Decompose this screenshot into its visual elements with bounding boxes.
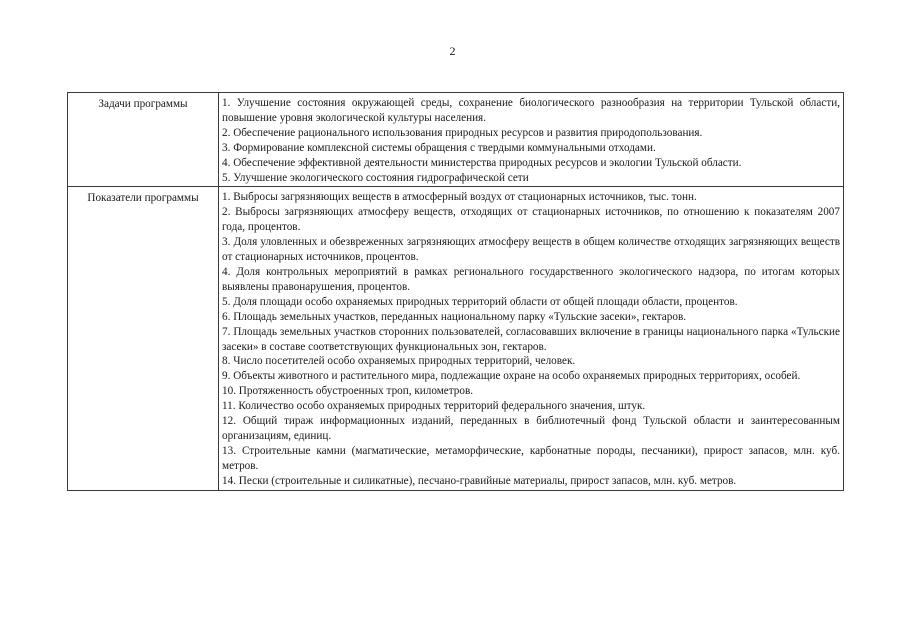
list-item: 14. Пески (строительные и силикатные), песчано-гравийные материалы, прирост запасов, млн. куб. метров. bbox=[222, 474, 737, 487]
list-item: 4. Обеспечение эффективной деятельности министерства природных ресурсов и экологии Тульской области. bbox=[222, 156, 742, 169]
table-row-objectives bbox=[68, 93, 844, 187]
list-item: 1. Выбросы загрязняющих веществ в атмосферный воздух от стационарных источников, тыс. тонн. bbox=[222, 191, 697, 204]
list-item: 1. Улучшение состояния окружающей среды, сохранение биологического разнообразия на территории Тульской области, повышение уровня экологической культуры населения. bbox=[222, 97, 840, 124]
list-item: 2. Выбросы загрязняющих атмосферу веществ, отходящих от стационарных источников, по отношению к показателям 2007 года, процентов. bbox=[222, 206, 840, 234]
list-item: 2. Обеспечение рационального использования природных ресурсов и развития природопользования. bbox=[222, 126, 703, 139]
list-item: 3. Формирование комплексной системы обращения с твердыми коммунальными отходами. bbox=[222, 141, 656, 154]
row-label: Задачи программы bbox=[68, 93, 219, 187]
row-label: Показатели программы bbox=[68, 187, 219, 490]
list-item: 4. Доля контрольных мероприятий в рамках регионального государственного экологического надзора, по итогам которых выявлены правонарушения, процентов. bbox=[222, 265, 840, 293]
list-item: 3. Доля уловленных и обезвреженных загрязняющих атмосферу веществ в общем количестве отходящих загрязняющих веществ от стационарных источников, процентов. bbox=[222, 236, 840, 264]
list-item: 7. Площадь земельных участков сторонних пользователей, согласовавших включение в границы национального парка «Тульские засеки» в составе соответствующих функциональных зон, гектаров. bbox=[222, 325, 840, 353]
list-item: 5. Улучшение экологического состояния гидрографической сети bbox=[222, 171, 529, 184]
list-item: 8. Число посетителей особо охраняемых природных территорий, человек. bbox=[222, 355, 576, 368]
program-table bbox=[67, 92, 844, 491]
list-item: 10. Протяженность обустроенных троп, километров. bbox=[222, 385, 474, 398]
table-row-indicators bbox=[68, 187, 844, 490]
list-item: 11. Количество особо охраняемых природных территорий федерального значения, штук. bbox=[222, 400, 646, 413]
list-item: 9. Объекты животного и растительного мира, подлежащие охране на особо охраняемых природных территориях, особей. bbox=[222, 370, 801, 383]
list-item: 13. Строительные камни (магматические, метаморфические, карбонатные породы, песчаники), прирост запасов, млн. куб. метров. bbox=[222, 444, 840, 472]
list-item: 12. Общий тираж информационных изданий, переданных в библиотечный фонд Тульской области и заинтересованным организациям, единиц. bbox=[222, 415, 840, 442]
row-content-objectives bbox=[219, 93, 844, 187]
page-number: 2 bbox=[449, 44, 456, 58]
row-content-indicators bbox=[219, 187, 844, 490]
list-item: 6. Площадь земельных участков, переданных национальному парку «Тульские засеки», гектаров. bbox=[222, 310, 687, 323]
list-item: 5. Доля площади особо охраняемых природных территорий области от общей площади области, процентов. bbox=[222, 295, 738, 308]
